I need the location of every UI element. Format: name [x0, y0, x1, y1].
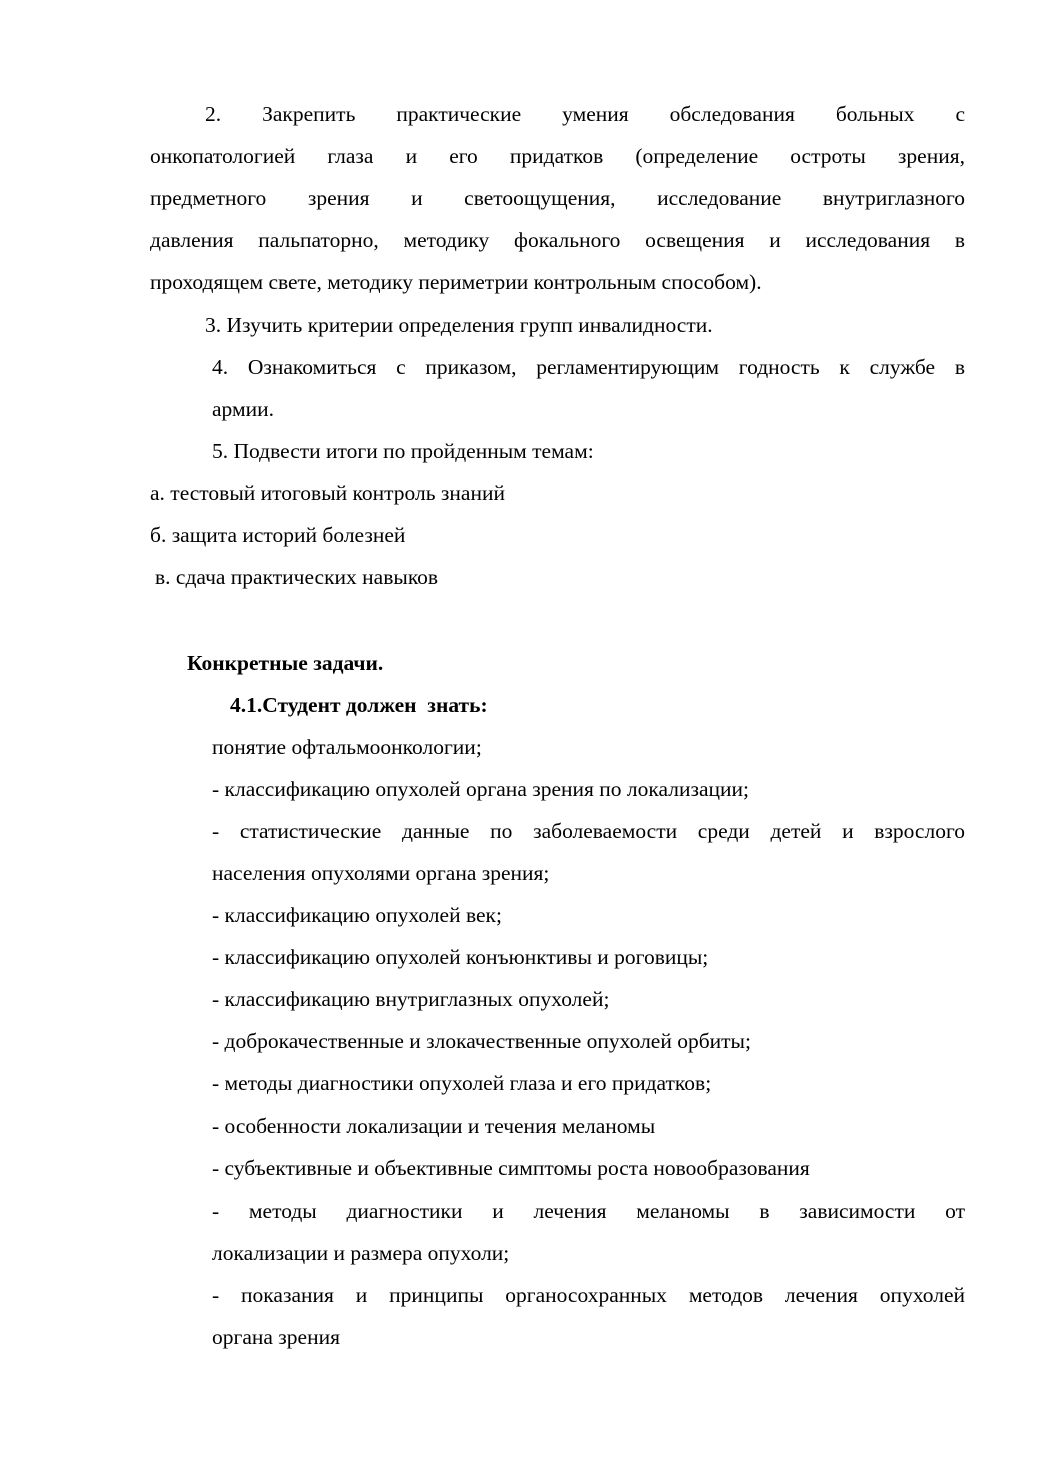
- goal-2-line-5: проходящем свете, методику периметрии контрольным способом).: [150, 270, 762, 294]
- subsection-heading: 4.1.Студент должен знать:: [230, 693, 488, 717]
- section-heading: Конкретные задачи.: [187, 651, 384, 675]
- know-item: - классификацию внутриглазных опухолей;: [212, 987, 610, 1011]
- know-item: - особенности локализации и течения меланомы: [212, 1114, 656, 1138]
- goal-3: 3. Изучить критерии определения групп инвалидности.: [205, 313, 713, 337]
- know-item: населения опухолями органа зрения;: [212, 861, 550, 885]
- goal-5-item-a: а. тестовый итоговый контроль знаний: [150, 481, 505, 505]
- know-item: - методы диагностики и лечения меланомы в зависимости от: [212, 1199, 965, 1223]
- goal-2-line-2: онкопатологией глаза и его придатков (определение остроты зрения,: [150, 144, 965, 168]
- know-item: - классификацию опухолей органа зрения по локализации;: [212, 777, 750, 801]
- goal-4-line-1: 4. Ознакомиться с приказом, регламентирующим годность к службе в: [212, 355, 965, 379]
- goal-4-line-2: армии.: [212, 397, 274, 421]
- goal-5-item-v: в. сдача практических навыков: [155, 565, 439, 589]
- know-item: - субъективные и объективные симптомы роста новообразования: [212, 1156, 810, 1180]
- goal-5-item-b: б. защита историй болезней: [150, 523, 406, 547]
- goal-2-line-3: предметного зрения и светоощущения, исследование внутриглазного: [150, 186, 965, 210]
- goal-2-line-4: давления пальпаторно, методику фокального освещения и исследования в: [150, 228, 965, 252]
- goal-2-line-1: 2. Закрепить практические умения обследования больных с: [205, 102, 965, 126]
- know-item: - показания и принципы органосохранных методов лечения опухолей: [212, 1283, 965, 1307]
- know-item: - классификацию опухолей конъюнктивы и роговицы;: [212, 945, 709, 969]
- know-item: - доброкачественные и злокачественные опухолей орбиты;: [212, 1029, 751, 1053]
- know-item: - статистические данные по заболеваемости среди детей и взрослого: [212, 819, 965, 843]
- know-item: локализации и размера опухоли;: [212, 1241, 510, 1265]
- know-item: понятие офтальмоонкологии;: [212, 735, 482, 759]
- know-item: - классификацию опухолей век;: [212, 903, 502, 927]
- know-item: - методы диагностики опухолей глаза и его придатков;: [212, 1071, 712, 1095]
- goal-5: 5. Подвести итоги по пройденным темам:: [212, 439, 594, 463]
- know-item: органа зрения: [212, 1325, 340, 1349]
